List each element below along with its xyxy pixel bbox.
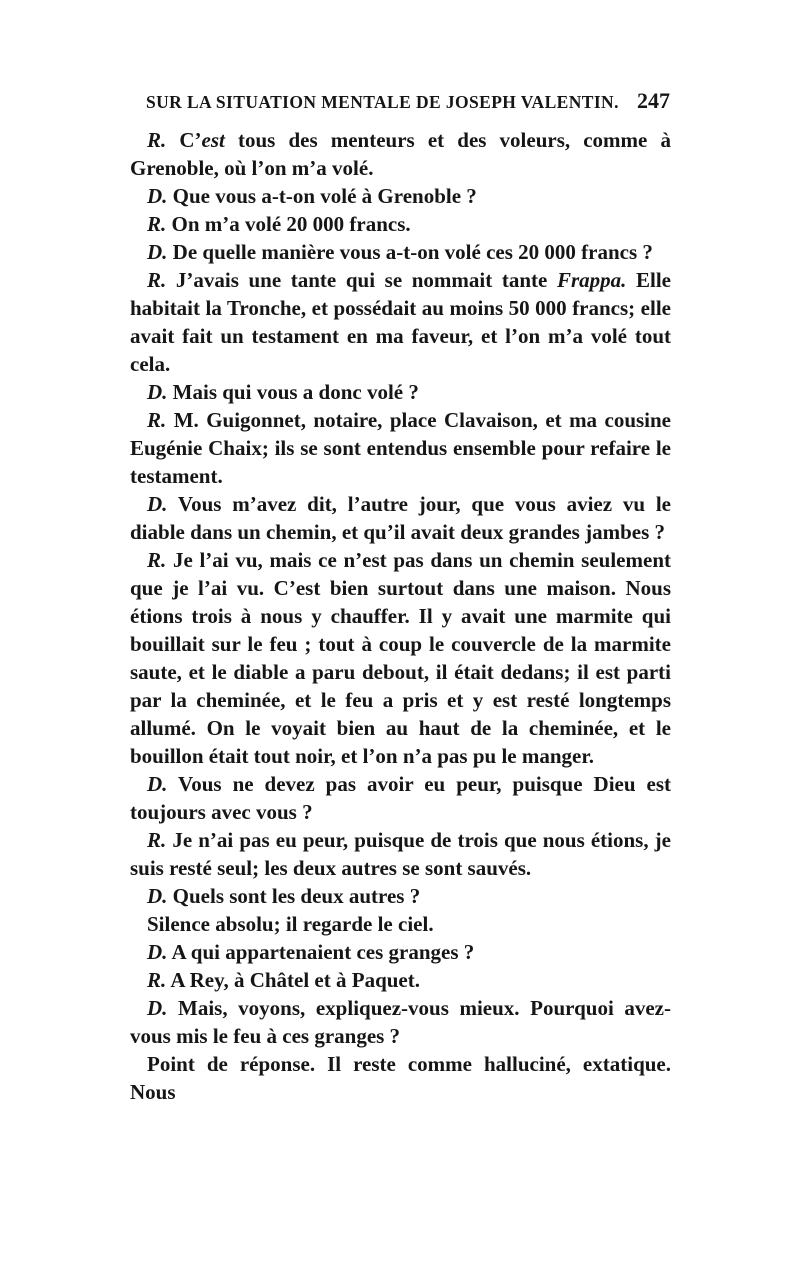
paragraph: R. Je l’ai vu, mais ce n’est pas dans un chemin seulement que je l’ai vu. C’est bien surtout dans une maison. Nous étions trois à nous y chauffer. Il y avait une marmite qui bouillait sur le feu ; tout à coup le couvercle de la marmite saute, et le diable a paru debout, il était dedans; il est parti par la cheminée, et le feu a pris et y est resté longtemps allumé. On le voyait bien au haut de la cheminée, et le bouillon était tout noir, et l’on n’a pas pu le manger. — [130, 548, 671, 768]
paragraph: D. Mais, voyons, expliquez-vous mieux. Pourquoi avez-vous mis le feu à ces granges ? — [130, 996, 671, 1048]
speaker-label: D. — [147, 884, 168, 908]
speaker-label: R. — [147, 268, 167, 292]
speaker-label: R. — [147, 968, 167, 992]
speaker-label: R. — [147, 548, 167, 572]
narration-paragraph: Silence absolu; il regarde le ciel. — [147, 912, 434, 936]
paragraph: R. M. Guigonnet, notaire, place Clavaison, et ma cousine Eugénie Chaix; ils se sont entendus ensemble pour refaire le testament. — [130, 408, 671, 488]
paragraph: R. J’avais une tante qui se nommait tante Frappa. Elle habitait la Tronche, et possédait au moins 50 000 francs; elle avait fait un testament en ma faveur, et l’on m’a volé tout cela. — [130, 268, 671, 376]
page-body — [130, 126, 671, 1106]
paragraph: D. Mais qui vous a donc volé ? — [147, 380, 419, 404]
speaker-label: D. — [147, 184, 168, 208]
paragraph: D. Vous ne devez pas avoir eu peur, puisque Dieu est toujours avec vous ? — [130, 772, 671, 824]
speaker-label: D. — [147, 996, 168, 1020]
paragraph: D. De quelle manière vous a-t-on volé ces 20 000 francs ? — [147, 240, 653, 264]
paragraph: R. Je n’ai pas eu peur, puisque de trois que nous étions, je suis resté seul; les deux autres se sont sauvés. — [130, 828, 671, 880]
speaker-label: D. — [147, 940, 168, 964]
paragraph: R. A Rey, à Châtel et à Paquet. — [147, 968, 420, 992]
speaker-label: D. — [147, 772, 168, 796]
paragraph: D. Quels sont les deux autres ? — [147, 884, 421, 908]
paragraph: D. A qui appartenaient ces granges ? — [147, 940, 475, 964]
paragraph: D. Vous m’avez dit, l’autre jour, que vous aviez vu le diable dans un chemin, et qu’il avait deux grandes jambes ? — [130, 492, 671, 544]
speaker-label: R. — [147, 212, 167, 236]
paragraph: D. Que vous a-t-on volé à Grenoble ? — [147, 184, 477, 208]
narration-paragraph: Point de réponse. Il reste comme halluciné, extatique. Nous — [130, 1052, 671, 1104]
speaker-label: D. — [147, 380, 168, 404]
paragraph: R. On m’a volé 20 000 francs. — [147, 212, 411, 236]
speaker-label: R. — [147, 408, 167, 432]
paragraph: R. C’est tous des menteurs et des voleurs, comme à Grenoble, où l’on m’a volé. — [130, 128, 671, 180]
running-header — [146, 88, 670, 114]
speaker-label: D. — [147, 240, 168, 264]
speaker-label: R. — [147, 828, 167, 852]
speaker-label: D. — [147, 492, 168, 516]
speaker-label: R. — [147, 128, 167, 152]
page-number: 247 — [637, 88, 670, 113]
running-title: SUR LA SITUATION MENTALE DE JOSEPH VALENTIN. — [146, 92, 619, 112]
